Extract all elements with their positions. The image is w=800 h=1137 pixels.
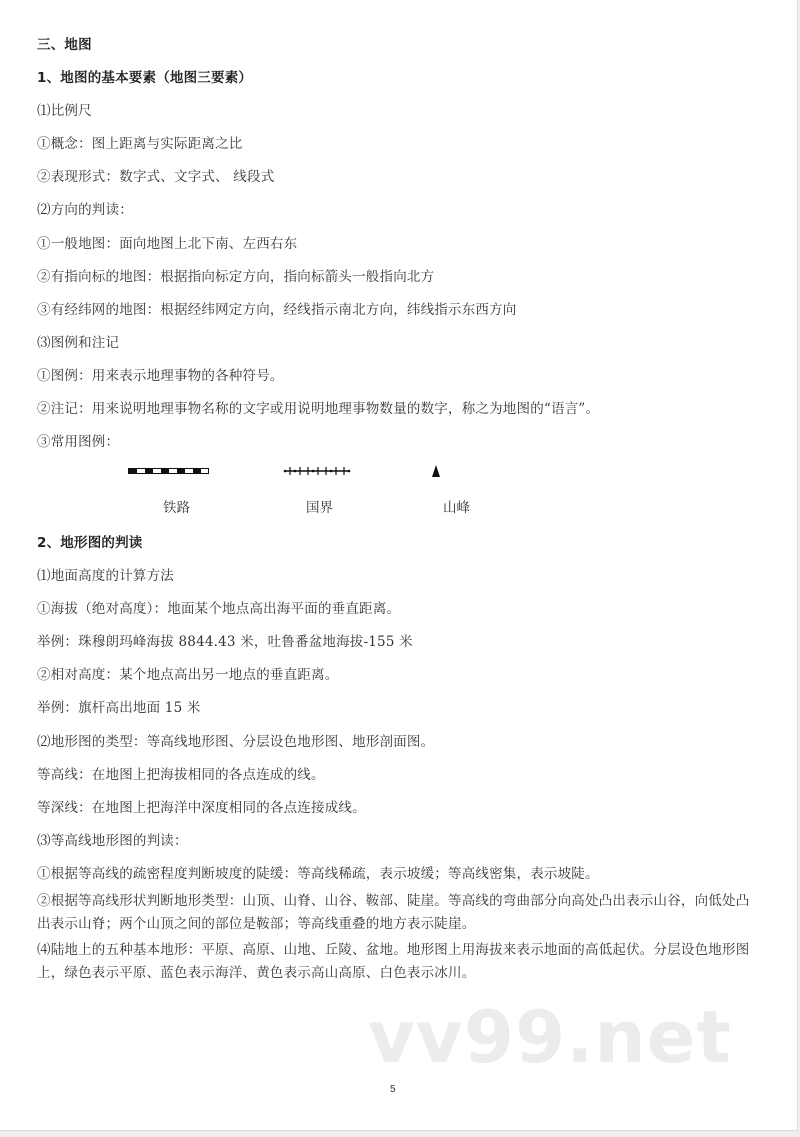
text-line: ①根据等高线的疏密程度判断坡度的陡缓：等高线稀疏，表示坡缓；等高线密集，表示坡陡。	[37, 866, 599, 882]
legend-label-border: 国界	[306, 500, 333, 516]
subheading-direction: ⑵方向的判读：	[37, 202, 133, 218]
text-line: 举例：旗杆高出地面 15 米	[37, 700, 201, 716]
subheading-height: ⑴地面高度的计算方法	[37, 568, 174, 584]
legend-label-peak: 山峰	[443, 500, 470, 516]
text-paragraph: ②根据等高线形状判断地形类型：山顶、山脊、山谷、鞍部、陡崖。等高线的弯曲部分向高处凸出表示山谷，向低处凸出表示山脊；两个山顶之间的部位是鞍部；等高线重叠的地方表示陡崖。	[37, 893, 750, 932]
heading-map-elements: 1、地图的基本要素（地图三要素）	[37, 70, 253, 86]
text-line: ①一般地图：面向地图上北下南、左西右东	[37, 236, 298, 252]
heading-topographic-map: 2、地形图的判读	[37, 535, 143, 551]
mountain-peak-symbol-icon	[431, 464, 441, 478]
national-border-symbol-icon	[283, 466, 351, 476]
subheading-types: ⑵地形图的类型：等高线地形图、分层设色地形图、地形剖面图。	[37, 734, 435, 750]
text-line: ②相对高度：某个地点高出另一地点的垂直距离。	[37, 667, 339, 683]
text-line: ②有指向标的地图：根据指向标定方向，指向标箭头一般指向北方	[37, 269, 435, 285]
page-number: 5	[390, 1084, 396, 1095]
text-line: 举例：珠穆朗玛峰海拔 8844.43 米，吐鲁番盆地海拔-155 米	[37, 634, 413, 650]
text-line: 等高线：在地图上把海拔相同的各点连成的线。	[37, 767, 325, 783]
subheading-scale: ⑴比例尺	[37, 103, 92, 119]
legend-label-railway: 铁路	[163, 500, 190, 516]
watermark: vv99.net	[368, 995, 732, 1079]
text-line: ②表现形式：数字式、文字式、 线段式	[37, 169, 275, 185]
text-line: ①图例：用来表示地理事物的各种符号。	[37, 368, 284, 384]
text-line: ③有经纬网的地图：根据经纬网定方向，经线指示南北方向，纬线指示东西方向	[37, 302, 517, 318]
text-line: ①海拔（绝对高度）：地面某个地点高出海平面的垂直距离。	[37, 601, 401, 617]
text-paragraph-landforms: ⑷陆地上的五种基本地形：平原、高原、山地、丘陵、盆地。地形图上用海拔来表示地面的高低起伏。分层设色地形图上，绿色表示平原、蓝色表示海洋、黄色表示高山高原、白色表示冰川。	[37, 942, 750, 981]
text-line: ②注记：用来说明地理事物名称的文字或用说明地理事物数量的数字，称之为地图的“语言”。	[37, 401, 600, 417]
subheading-legend: ⑶图例和注记	[37, 335, 120, 351]
text-line: ①概念：图上距离与实际距离之比	[37, 136, 243, 152]
section-title: 三、地图	[37, 37, 92, 53]
text-line: 等深线：在地图上把海洋中深度相同的各点连接成线。	[37, 800, 366, 816]
subheading-contour: ⑶等高线地形图的判读：	[37, 833, 188, 849]
railway-symbol-icon	[128, 467, 210, 475]
text-line: ③常用图例：	[37, 434, 120, 450]
